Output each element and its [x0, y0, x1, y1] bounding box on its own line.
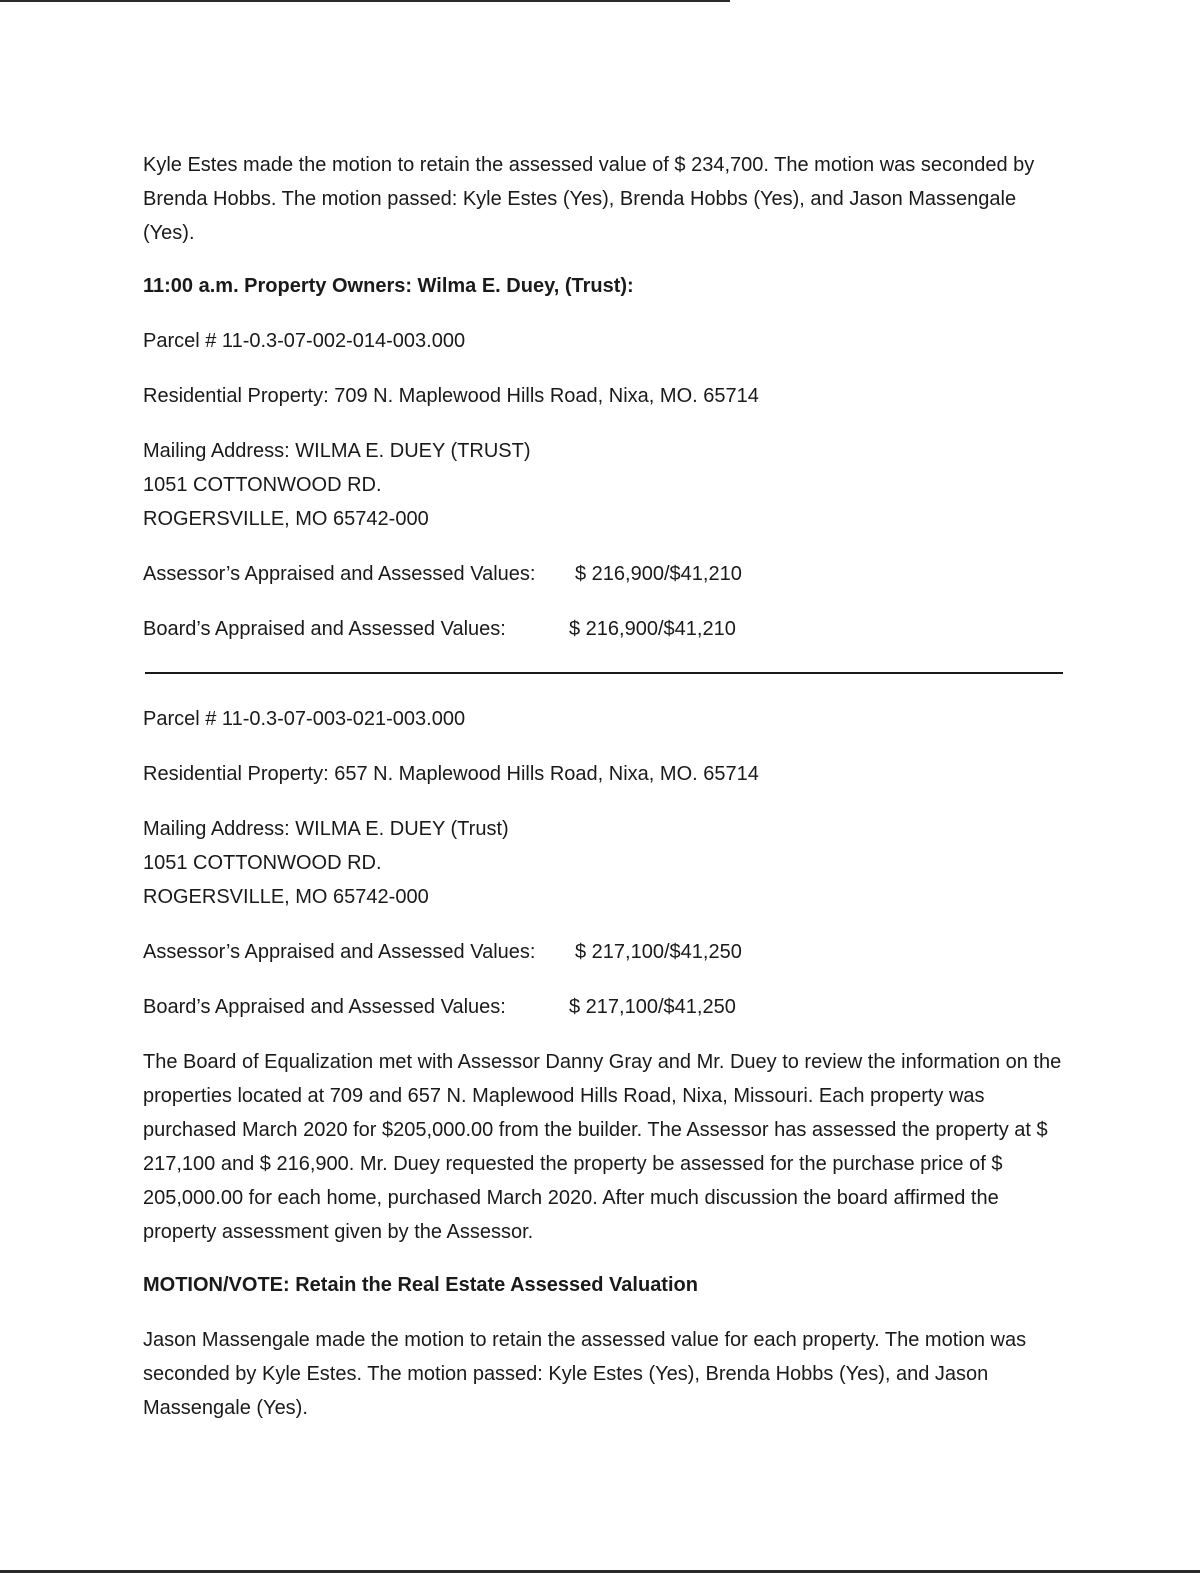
mailing-address [143, 812, 1068, 914]
assessor-values-row [143, 557, 1068, 591]
mailing-line: ROGERSVILLE, MO 65742-000 [143, 508, 429, 530]
mailing-line: 1051 COTTONWOOD RD. [143, 852, 382, 874]
mailing-line: 1051 COTTONWOOD RD. [143, 474, 382, 496]
property-2-section [143, 702, 1068, 1024]
discussion-paragraph: The Board of Equalization met with Assessor Danny Gray and Mr. Duey to review the information on the properties located at 709 and 657 N. Maplewood Hills Road, Nixa, Missouri. Each property was purchased March 2020 for $205,000.00 from the builder. The Assessor has assessed the property at $ 217,100 and $ 216,900. Mr. Duey requested the property be assessed for the purchase price of $ 205,000.00 for each home, purchased March 2020. After much discussion the board affirmed the property assessment given by the Assessor. [143, 1051, 1062, 1243]
board-values-row [143, 990, 1068, 1024]
residential-property: Residential Property: 709 N. Maplewood Hills Road, Nixa, MO. 65714 [143, 385, 759, 407]
mailing-address [143, 434, 1068, 536]
mailing-line: Mailing Address: WILMA E. DUEY (TRUST) [143, 440, 531, 462]
board-values-row [143, 612, 1068, 646]
board-values: $ 217,100/$41,250 [569, 996, 736, 1018]
scan-edge-top [0, 0, 730, 2]
property-1-section [143, 324, 1068, 646]
residential-property: Residential Property: 657 N. Maplewood Hills Road, Nixa, MO. 65714 [143, 763, 759, 785]
parcel-number: Parcel # 11-0.3-07-002-014-003.000 [143, 330, 466, 352]
board-values-label: Board’s Appraised and Assessed Values: [143, 996, 506, 1018]
prior-motion-paragraph: Kyle Estes made the motion to retain the assessed value of $ 234,700. The motion was seconded by Brenda Hobbs. The motion passed: Kyle Estes (Yes), Brenda Hobbs (Yes), and Jason Massengale (Yes). [143, 154, 1035, 244]
motion-vote-paragraph: Jason Massengale made the motion to retain the assessed value for each property. The motion was seconded by Kyle Estes. The motion passed: Kyle Estes (Yes), Brenda Hobbs (Yes), and Jason Massengale (Yes). [143, 1329, 1027, 1419]
mailing-line: ROGERSVILLE, MO 65742-000 [143, 886, 429, 908]
section-divider [145, 672, 1063, 674]
assessor-values: $ 217,100/$41,250 [575, 941, 742, 963]
hearing-heading: 11:00 a.m. Property Owners: Wilma E. Duey, (Trust): [143, 275, 634, 297]
mailing-line: Mailing Address: WILMA E. DUEY (Trust) [143, 818, 509, 840]
parcel-number: Parcel # 11-0.3-07-003-021-003.000 [143, 708, 466, 730]
assessor-values: $ 216,900/$41,210 [575, 563, 742, 585]
motion-vote-heading: MOTION/VOTE: Retain the Real Estate Assessed Valuation [143, 1274, 698, 1296]
board-values-label: Board’s Appraised and Assessed Values: [143, 618, 506, 640]
assessor-values-row [143, 935, 1068, 969]
board-values: $ 216,900/$41,210 [569, 618, 736, 640]
assessor-values-label: Assessor’s Appraised and Assessed Values: [143, 563, 536, 585]
assessor-values-label: Assessor’s Appraised and Assessed Values: [143, 941, 536, 963]
document-page [143, 148, 1068, 1425]
